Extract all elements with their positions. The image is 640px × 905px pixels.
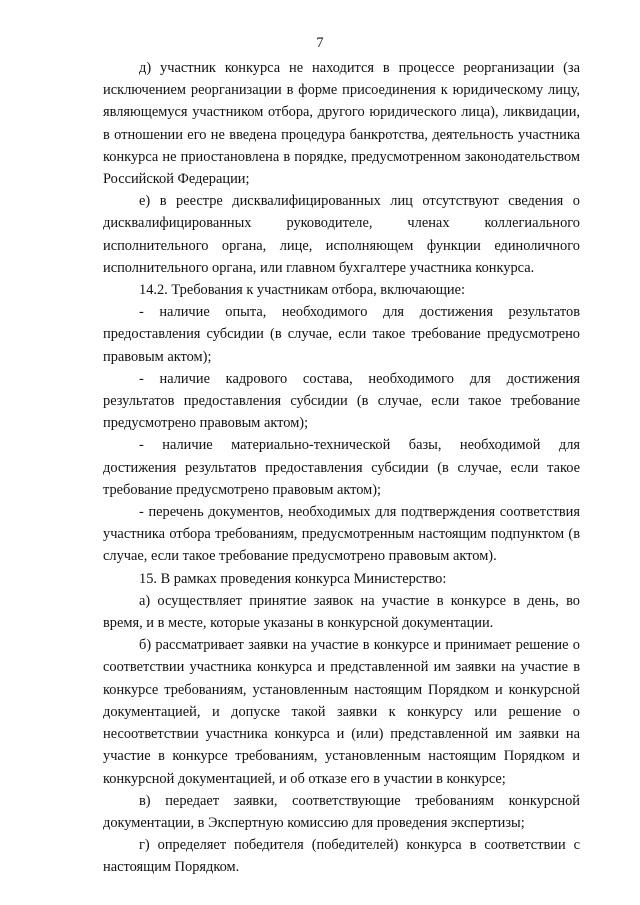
- paragraph-item-v-transfers-applications: в) передает заявки, соответствующие требованиям конкурсной документации, в Экспертную комиссию для проведения экспертизы;: [103, 792, 580, 831]
- paragraph-item-a-accepts-applications: а) осуществляет принятие заявок на участие в конкурсе в день, во время, и в месте, которые указаны в конкурсной документации.: [103, 592, 580, 632]
- paragraph-item-g-determines-winner: г) определяет победителя (победителей) конкурса в соответствии с настоящим Порядком.: [103, 837, 580, 876]
- paragraph-section-15-heading: 15. В рамках проведения конкурса Министерство:: [139, 570, 447, 587]
- paragraph-section-14-2-heading: 14.2. Требования к участникам отбора, включающие:: [139, 282, 465, 299]
- paragraph-requirement-material-base: - наличие материально-технической базы, необходимой для достижения результатов предоставления субсидии (в случае, если такое требование предусмотрено правовым актом);: [103, 437, 580, 498]
- paragraph-item-e-no-disqualified-persons: е) в реестре дисквалифицированных лиц отсутствуют сведения о дисквалифицированных руководителе, членах коллегиального исполнительного органа, лице, исполняющем функции единоличного исполнительного органа, или главном бухгалтере участника конкурса.: [103, 193, 580, 276]
- document-body: [103, 57, 580, 879]
- page-number: 7: [316, 35, 324, 51]
- paragraph-item-b-reviews-applications: б) рассматривает заявки на участие в конкурсе и принимает решение о соответствии участника конкурса и представленной им заявки на участие в конкурсе требованиям, установленным настоящим Порядком и конкурсной документацией, и допуске такой заявки к конкурсу или решение о несоответствии участника конкурса и (или) представленной им заявки на участие в конкурсе требованиям, установленным настоящим Порядком и конкурсной документацией, и об отказе его в участии в конкурсе;: [103, 637, 580, 787]
- paragraph-requirement-documents-list: - перечень документов, необходимых для подтверждения соответствия участника отбора требованиям, предусмотренным настоящим подпунктом (в случае, если такое требование предусмотрено правовым актом).: [103, 504, 580, 565]
- paragraph-item-d-not-reorganizing: д) участник конкурса не находится в процессе реорганизации (за исключением реорганизации в форме присоединения к юридическому лицу, являющемуся участником отбора, другого юридического лица), ликвидации, в отношении его не введена процедура банкротства, деятельность участника конкурса не приостановлена в порядке, предусмотренном законодательством Российской Федерации;: [103, 60, 580, 188]
- paragraph-requirement-experience: - наличие опыта, необходимого для достижения результатов предоставления субсидии (в случае, если такое требование предусмотрено правовым актом);: [103, 304, 580, 365]
- paragraph-requirement-staff: - наличие кадрового состава, необходимого для достижения результатов предоставления субсидии (в случае, если такое требование предусмотрено правовым актом);: [103, 370, 580, 432]
